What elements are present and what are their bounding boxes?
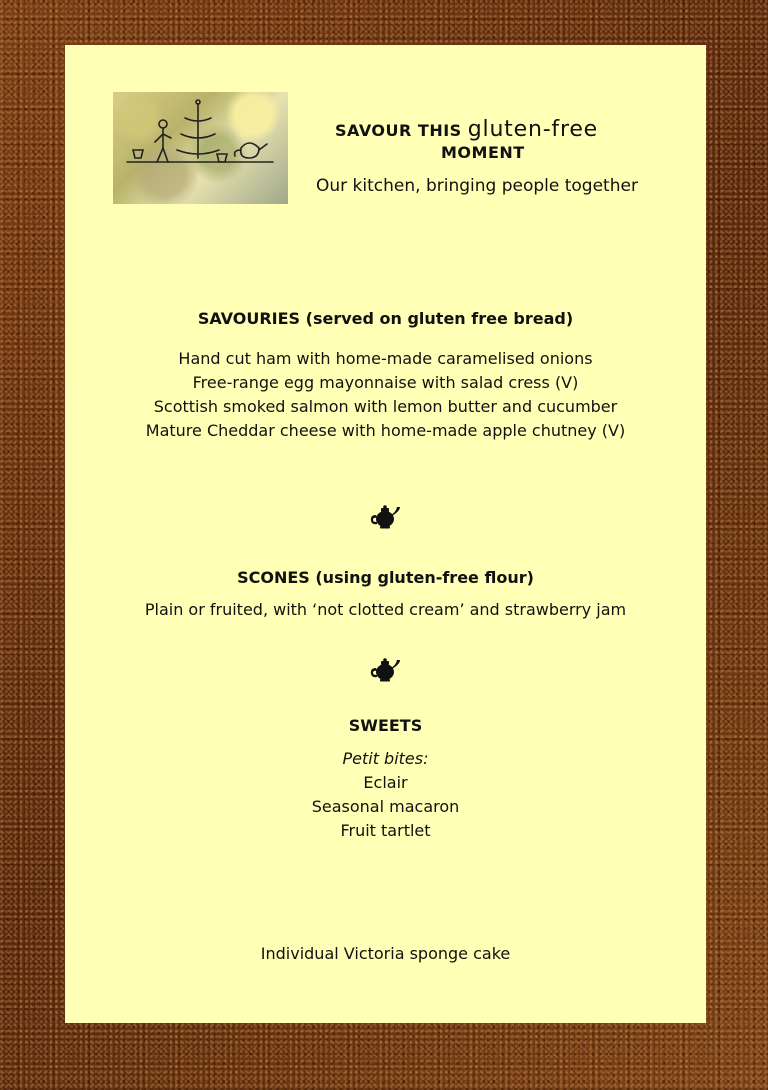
sweets-section	[65, 716, 706, 735]
list-item: Eclair	[363, 773, 408, 792]
cake-item	[65, 942, 706, 966]
list-item: Free-range egg mayonnaise with salad cress (V)	[192, 373, 579, 392]
savouries-section	[65, 309, 706, 328]
sweets-subheading: Petit bites:	[342, 749, 429, 768]
menu-title-highlight: gluten-free	[467, 117, 599, 142]
sweets-heading: SWEETS	[348, 716, 423, 735]
tagline: Our kitchen, bringing people together	[316, 176, 638, 196]
savouries-heading: SAVOURIES (served on gluten free bread)	[197, 309, 574, 328]
afternoon-tea-logo-image	[113, 92, 288, 204]
list-item: Fruit tartlet	[340, 821, 431, 840]
scones-list	[65, 598, 706, 622]
teapot-divider	[65, 503, 706, 535]
list-item: Mature Cheddar cheese with home-made apple chutney (V)	[145, 421, 626, 440]
menu-title-prefix: SAVOUR THIS	[335, 121, 468, 140]
teapot-icon	[370, 503, 402, 531]
list-item: Plain or fruited, with ‘not clotted cream’ and strawberry jam	[144, 600, 627, 619]
menu-panel	[65, 45, 706, 1023]
teapot-icon	[370, 656, 402, 684]
list-item: Scottish smoked salmon with lemon butter and cucumber	[153, 397, 618, 416]
menu-title	[335, 117, 645, 142]
list-item: Seasonal macaron	[311, 797, 460, 816]
teapot-divider	[65, 656, 706, 688]
list-item: Hand cut ham with home-made caramelised onions	[178, 349, 593, 368]
cake-stand-icon	[113, 92, 288, 204]
savouries-list	[65, 347, 706, 443]
sweets-list	[65, 747, 706, 843]
cake-label: Individual Victoria sponge cake	[260, 944, 511, 963]
scones-section	[65, 568, 706, 587]
menu-title-suffix: MOMENT	[441, 143, 525, 162]
scones-heading: SCONES (using gluten-free flour)	[237, 568, 534, 587]
